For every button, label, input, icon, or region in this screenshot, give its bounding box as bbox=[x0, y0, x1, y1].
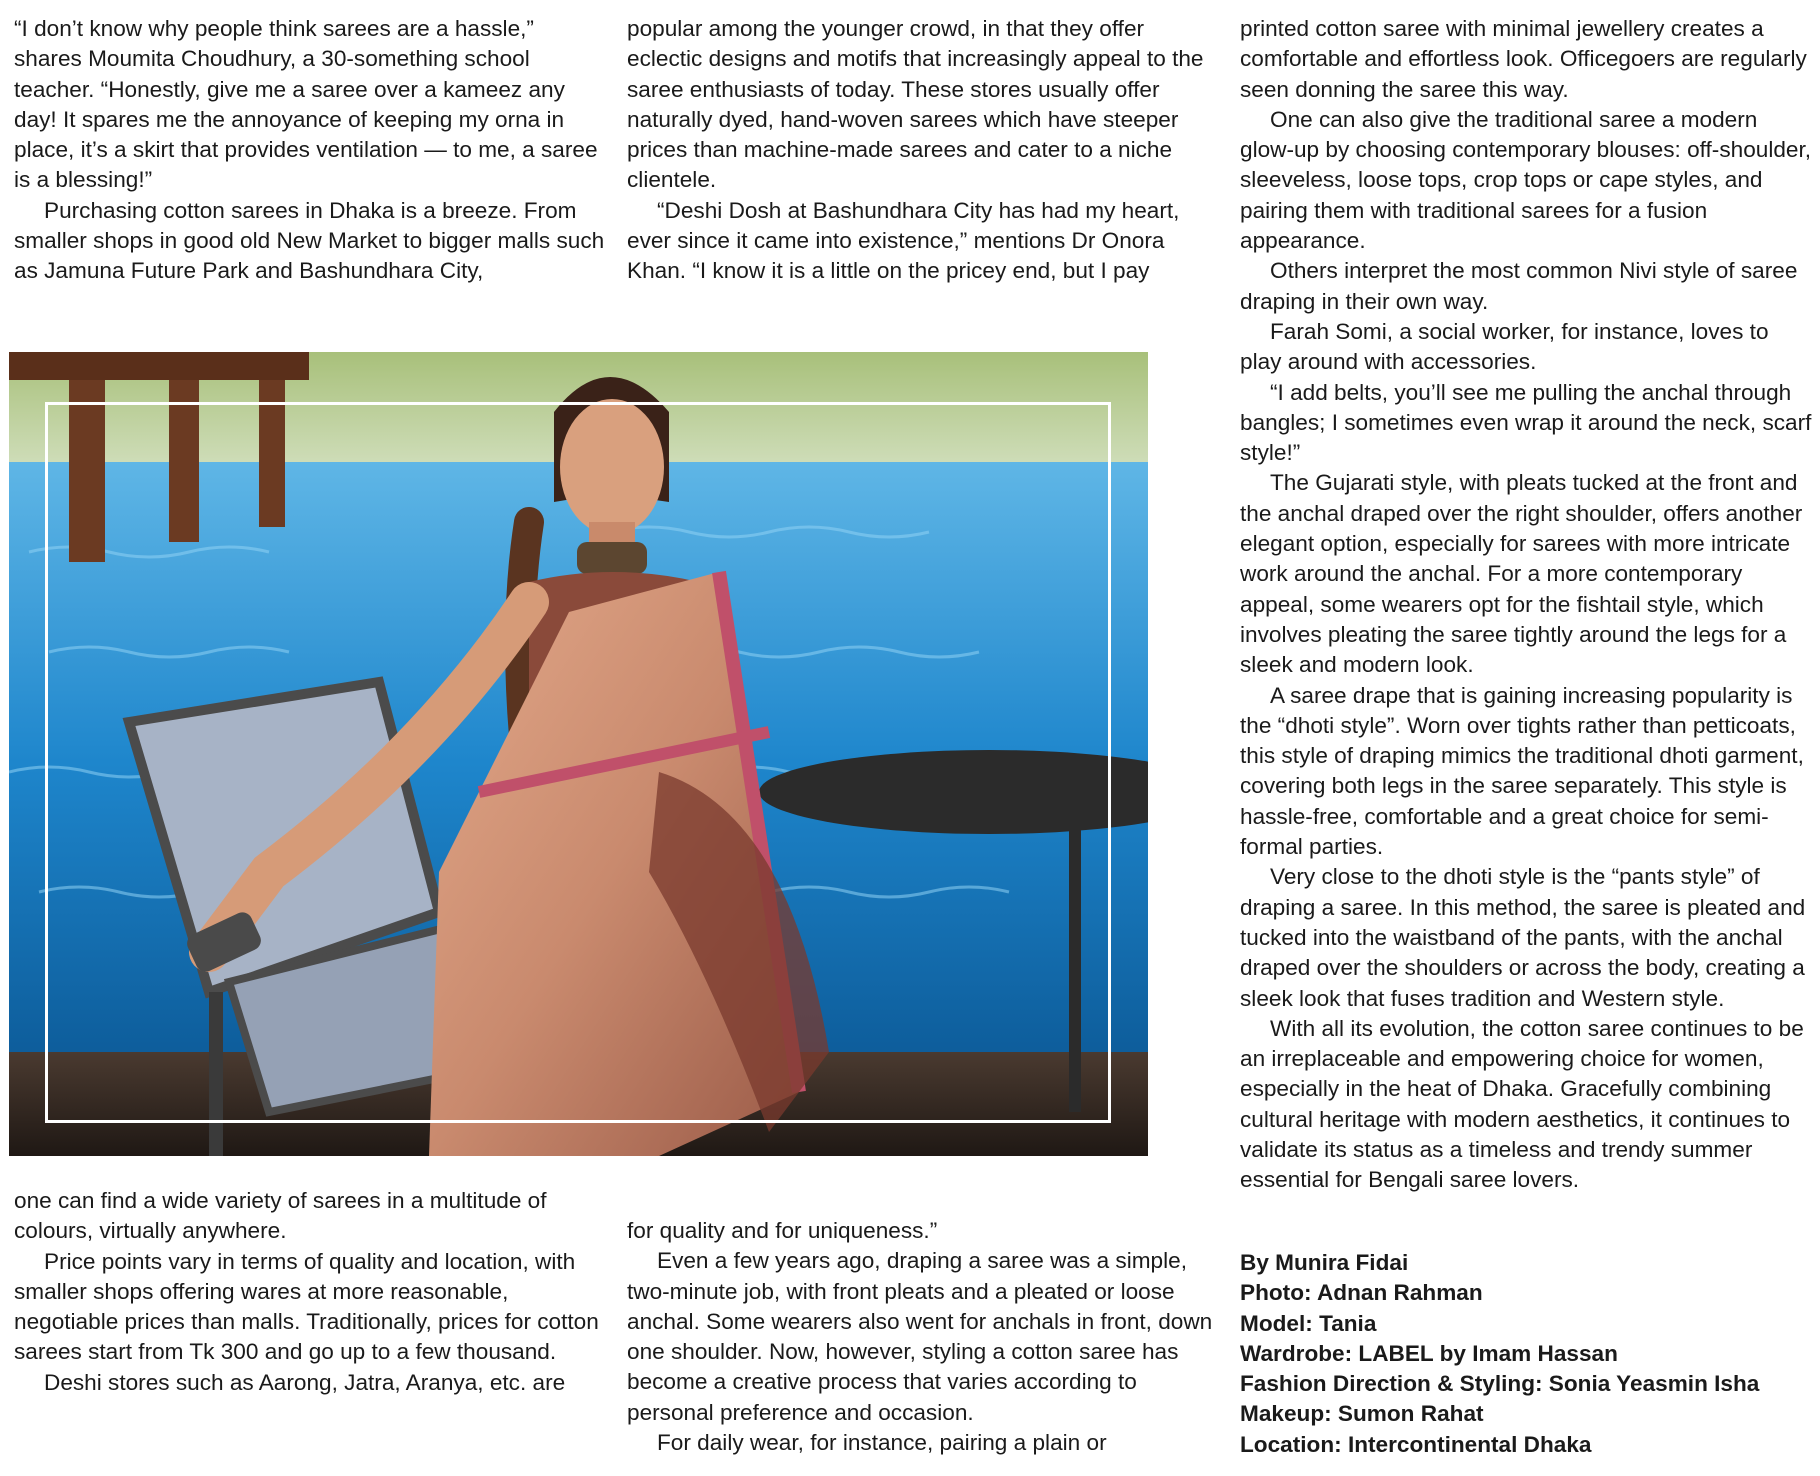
credit-styling: Fashion Direction & Styling: Sonia Yeasmin Isha bbox=[1240, 1371, 1760, 1397]
article-column-1-top bbox=[14, 14, 606, 287]
paragraph: “Deshi Dosh at Bashundhara City has had my heart, ever since it came into existence,” mentions Dr Onora Khan. “I know it is a little on the pricey end, but I pay bbox=[627, 197, 1180, 284]
credit-model: Model: Tania bbox=[1240, 1310, 1377, 1336]
paragraph: “I don’t know why people think sarees are a hassle,” shares Moumita Choudhury, a 30-something school teacher. “Honestly, give me a saree over a kameez any day! It spares me the annoyance of keeping my orna in place, it’s a skirt that provides ventilation — to me, a saree is a blessing!” bbox=[14, 16, 598, 193]
credit-byline: By Munira Fidai bbox=[1240, 1250, 1409, 1275]
credit-location: Location: Intercontinental Dhaka bbox=[1240, 1431, 1592, 1457]
paragraph: With all its evolution, the cotton saree continues to be an irreplaceable and empowering choice for women, especially in the heat of Dhaka. Gracefully combining cultural heritage with modern aesthetics, it continues to validate its status as a timeless and trendy summer essential for Bengali saree lovers. bbox=[1240, 1015, 1804, 1193]
credits-block bbox=[1240, 1248, 1814, 1460]
article-column-3 bbox=[1240, 14, 1814, 1196]
paragraph: For daily wear, for instance, pairing a plain or bbox=[657, 1430, 1107, 1456]
paragraph: popular among the younger crowd, in that they offer eclectic designs and motifs that increasingly appeal to the saree enthusiasts of today. These stores usually offer naturally dyed, hand-woven sarees which have steeper prices than machine-made sarees and cater to a niche clientele. bbox=[627, 16, 1204, 193]
paragraph: Farah Somi, a social worker, for instance, loves to play around with accessories. bbox=[1240, 318, 1769, 375]
article-column-1-bottom bbox=[14, 1186, 606, 1398]
paragraph: Price points vary in terms of quality and location, with smaller shops offering wares at more reasonable, negotiable prices than malls. Traditionally, prices for cotton sarees start from Tk 300 and go up to a few thousand. bbox=[14, 1248, 599, 1365]
paragraph: The Gujarati style, with pleats tucked at the front and the anchal draped over the right shoulder, offers another elegant option, especially for sarees with more intricate work around the anchal. For a more contemporary appeal, some wearers opt for the fishtail style, which involves pleating the saree tightly around the legs for a sleek and modern look. bbox=[1240, 470, 1803, 678]
paragraph: Very close to the dhoti style is the “pants style” of draping a saree. In this method, the saree is pleated and tucked into the waistband of the pants, with the anchal draped over the shoulders or across the body, creating a sleek look that fuses tradition and Western style. bbox=[1240, 864, 1806, 1011]
paragraph: for quality and for uniqueness.” bbox=[627, 1218, 938, 1243]
credit-makeup: Makeup: Sumon Rahat bbox=[1240, 1401, 1484, 1427]
paragraph: Purchasing cotton sarees in Dhaka is a breeze. From smaller shops in good old New Market to bigger malls such as Jamuna Future Park and Bashundhara City, bbox=[14, 197, 605, 284]
paragraph: one can find a wide variety of sarees in a multitude of colours, virtually anywhere. bbox=[14, 1188, 547, 1244]
paragraph: Deshi stores such as Aarong, Jatra, Aranya, etc. are bbox=[44, 1369, 566, 1395]
paragraph: One can also give the traditional saree a modern glow-up by choosing contemporary blouses: off-shoulder, sleeveless, loose tops, crop tops or cape styles, and pairing them with traditional sarees for a fusion appearance. bbox=[1240, 106, 1812, 254]
credit-photo: Photo: Adnan Rahman bbox=[1240, 1280, 1483, 1306]
credit-wardrobe: Wardrobe: LABEL by Imam Hassan bbox=[1240, 1340, 1618, 1366]
paragraph: Even a few years ago, draping a saree was a simple, two-minute job, with front pleats and a pleated or loose anchal. Some wearers also went for anchals in front, down one shoulder. Now, however, styling a cotton saree has become a creative process that varies according to personal preference and occasion. bbox=[627, 1248, 1213, 1425]
paragraph: A saree drape that is gaining increasing popularity is the “dhoti style”. Worn over tights rather than petticoats, this style of draping mimics the traditional dhoti garment, covering both legs in the saree separately. This style is hassle-free, comfortable and a great choice for semi-formal parties. bbox=[1240, 682, 1804, 860]
paragraph: Others interpret the most common Nivi style of saree draping in their own way. bbox=[1240, 258, 1798, 314]
fashion-photo bbox=[9, 352, 1148, 1156]
paragraph: “I add belts, you’ll see me pulling the anchal through bangles; I sometimes even wrap it around the neck, scarf style!” bbox=[1240, 379, 1812, 466]
article-column-2-bottom bbox=[627, 1216, 1219, 1458]
article-column-2-top bbox=[627, 14, 1219, 287]
paragraph: printed cotton saree with minimal jewellery creates a comfortable and effortless look. Officegoers are regularly seen donning the saree this way. bbox=[1240, 16, 1807, 102]
